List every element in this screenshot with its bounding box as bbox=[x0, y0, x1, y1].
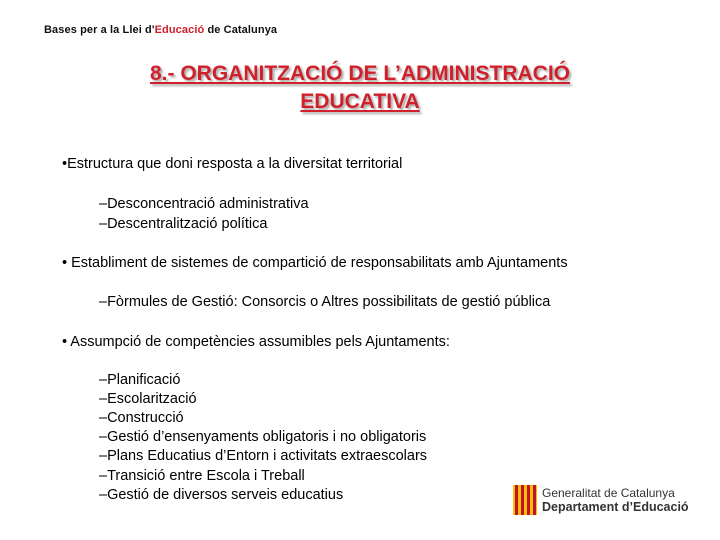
sub-item: –Plans Educatius d’Entorn i activitats extraescolars bbox=[99, 448, 428, 464]
sub-item: –Descentralització política bbox=[99, 216, 268, 232]
sub-item: –Escolarització bbox=[99, 391, 197, 407]
header-accent: Educació bbox=[154, 24, 205, 36]
title-line-1: 8.- ORGANITZACIÓ DE L’ADMINISTRACIÓ bbox=[150, 62, 570, 85]
bullet-item: • Assumpció de competències assumibles pels Ajuntaments: bbox=[62, 334, 450, 350]
header-prefix: Bases per a la Llei d' bbox=[44, 24, 155, 36]
sub-item: –Desconcentració administrativa bbox=[99, 196, 309, 212]
logo-line-1: Generalitat de Catalunya bbox=[542, 486, 675, 500]
document-header bbox=[44, 24, 277, 36]
bullet-item: • Establiment de sistemes de compartició de responsabilitats amb Ajuntaments bbox=[62, 255, 568, 271]
sub-item: –Fòrmules de Gestió: Consorcis o Altres possibilitats de gestió pública bbox=[99, 294, 551, 310]
logo-line-2: Departament d’Educació bbox=[542, 500, 689, 514]
slide-title bbox=[0, 60, 720, 116]
sub-item: –Transició entre Escola i Treball bbox=[99, 468, 305, 484]
bullet-item: •Estructura que doni resposta a la diversitat territorial bbox=[62, 156, 403, 172]
sub-item: –Planificació bbox=[99, 372, 181, 388]
title-line-2: EDUCATIVA bbox=[300, 90, 420, 113]
sub-item: –Gestió d’ensenyaments obligatoris i no obligatoris bbox=[99, 429, 427, 445]
sub-item: –Gestió de diversos serveis educatius bbox=[99, 487, 344, 503]
catalan-flag-icon bbox=[513, 485, 537, 515]
sub-item: –Construcció bbox=[99, 410, 184, 426]
generalitat-logo bbox=[513, 484, 693, 518]
header-suffix: de Catalunya bbox=[204, 24, 278, 36]
